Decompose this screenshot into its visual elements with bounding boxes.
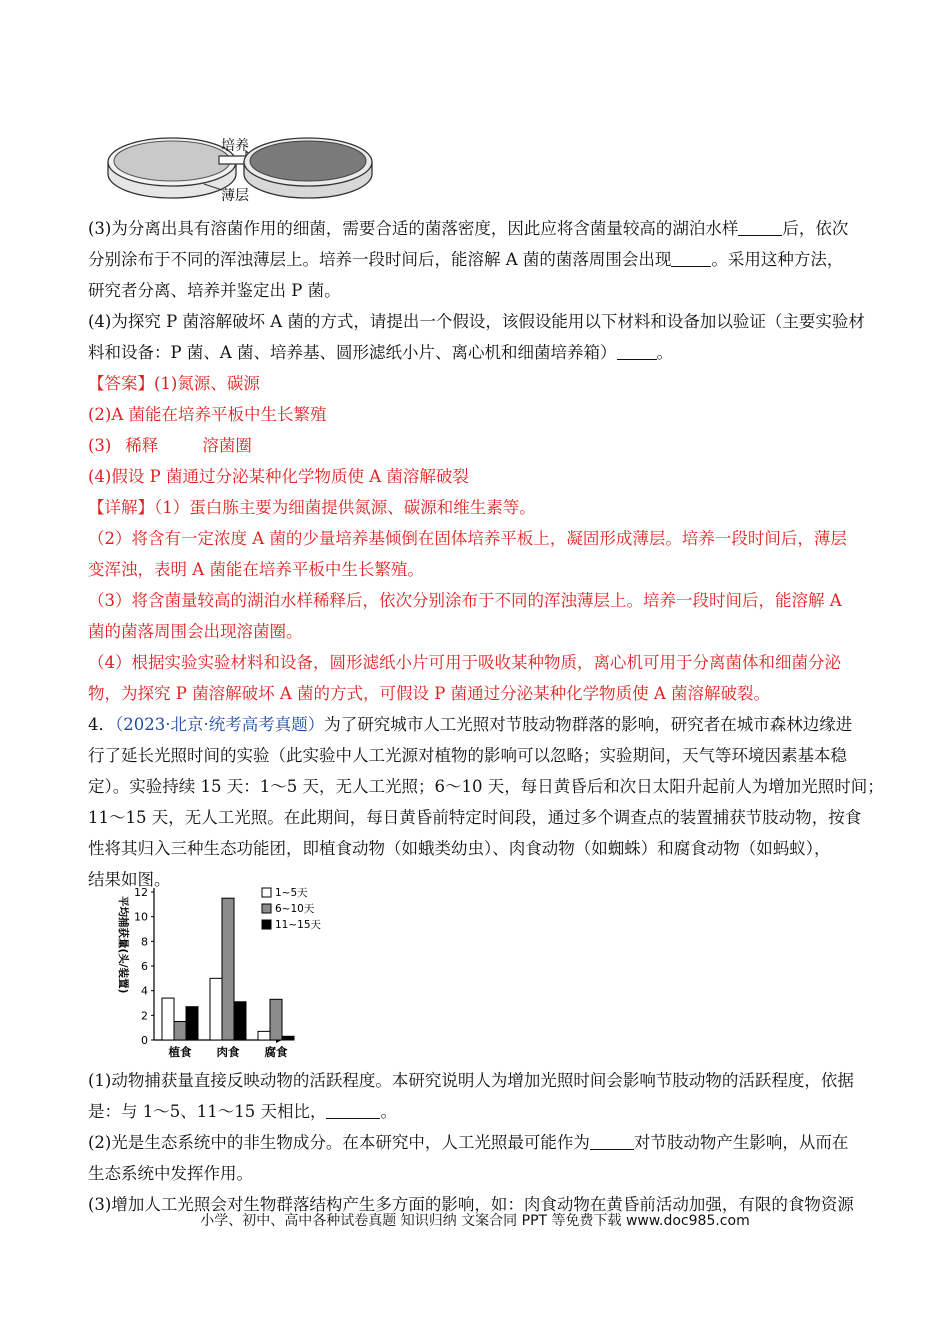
bar-chart xyxy=(104,880,344,1060)
legend-swatch xyxy=(262,888,271,897)
answer-line: (3) 稀释 溶菌圈 xyxy=(88,436,252,455)
answer-blank[interactable] xyxy=(617,341,657,360)
sub-question-line: (1)动物捕获量直接反映动物的活跃程度。本研究说明人为增加光照时间会影响节肢动物的活跃程度，依据 xyxy=(88,1071,854,1090)
problem4-line: 定）。实验持续 15 天：1～5 天，无人工光照；6～10 天，每日黄昏后和次日太阳升起前人为增加光照时间； xyxy=(88,777,884,796)
detail-tag: 【详解】 xyxy=(88,498,154,517)
petri-dish-right xyxy=(244,138,372,198)
problem4-line: 行了延长光照时间的实验（此实验中人工光源对植物的影响可以忽略；实验期间，天气等环境因素基本稳 xyxy=(88,746,847,765)
answer-tag: 【答案】 xyxy=(88,374,154,393)
bar xyxy=(270,999,282,1040)
q4-line: 料和设备：P 菌、A 菌、培养基、圆形滤纸小片、离心机和细菌培养箱） 。 xyxy=(88,343,674,362)
sub-question-line: (3)增加人工光照会对生物群落结构产生多方面的影响，如：肉食动物在黄昏前活动加强，有限的食物资源 xyxy=(88,1195,854,1214)
bar xyxy=(258,1031,270,1040)
bar xyxy=(186,1007,198,1040)
x-tick-label: 植食 xyxy=(168,1045,192,1059)
bar xyxy=(234,1002,246,1040)
y-tick-label: 8 xyxy=(141,935,148,949)
petri-dish-left xyxy=(108,138,236,198)
problem-source: （2023·北京·统考高考真题） xyxy=(115,715,325,734)
sub-question-line: 生态系统中发挥作用。 xyxy=(88,1164,253,1183)
bar xyxy=(222,898,234,1040)
detail-line: （3）将含菌量较高的湖泊水样稀释后，依次分别涂布于不同的浑浊薄层上。培养一段时间后，能溶解 A xyxy=(88,591,842,610)
legend-label: 11~15天 xyxy=(275,919,322,931)
y-axis-label: 平均捕获量(头/装置) xyxy=(117,896,129,994)
legend-label: 1~5天 xyxy=(275,887,308,899)
q3-line: 分别涂布于不同的浑浊薄层上。培养一段时间后，能溶解 A 菌的菌落周围会出现 。采用这种方法， xyxy=(88,250,844,269)
problem4-line: 性将其归入三种生态功能团，即植食动物（如蛾类幼虫）、肉食动物（如蜘蛛）和腐食动物（如蚂蚁）， xyxy=(88,839,831,858)
detail-line: （2）将含有一定浓度 A 菌的少量培养基倾倒在固体培养平板上，凝固形成薄层。培养一段时间后，薄层 xyxy=(88,529,847,548)
y-tick-label: 4 xyxy=(141,984,148,998)
footer-text: 小学、初中、高中各种试卷真题 知识归纳 文案合同 PPT 等免费下载 www.doc985.com xyxy=(200,1213,750,1229)
legend-swatch xyxy=(262,920,271,929)
answer-line: (2)A 菌能在培养平板中生长繁殖 xyxy=(88,405,327,424)
detail-line: 变浑浊，表明 A 菌能在培养平板中生长繁殖。 xyxy=(88,560,424,579)
detail-line: 菌的菌落周围会出现溶菌圈。 xyxy=(88,622,303,641)
answer-blank[interactable] xyxy=(671,248,711,267)
answer-blank[interactable] xyxy=(590,1131,634,1150)
y-tick-label: 0 xyxy=(141,1034,148,1047)
answer-blank[interactable] xyxy=(738,217,782,236)
problem4-line: 结果如图。 xyxy=(88,870,171,889)
q4-line: (4)为探究 P 菌溶解破坏 A 菌的方式，请提出一个假设，该假设能用以下材料和设备加以验证（主要实验材 xyxy=(88,312,865,331)
answer-line: (4)假设 P 菌通过分泌某种化学物质使 A 菌溶解破裂 xyxy=(88,467,469,486)
sub-question-line: 是：与 1～5、11～15 天相比， 。 xyxy=(88,1102,397,1121)
problem4-line: 11～15 天，无人工光照。在此期间，每日黄昏前特定时间段，通过多个调查点的装置捕获节肢动物，按食 xyxy=(88,808,862,827)
y-tick-label: 2 xyxy=(141,1009,148,1023)
y-tick-label: 10 xyxy=(134,910,148,924)
x-tick-label: 肉食 xyxy=(216,1045,240,1059)
legend-label: 6~10天 xyxy=(275,903,315,915)
bar xyxy=(162,998,174,1040)
bar xyxy=(282,1036,294,1040)
bar xyxy=(210,978,222,1040)
sub-question-line: (2)光是生态系统中的非生物成分。在本研究中，人工光照最可能作为 对节肢动物产生影响，从而在 xyxy=(88,1133,849,1152)
question-block-part2 xyxy=(88,1066,878,1221)
problem-number: 4． xyxy=(88,715,115,734)
layer-label: 薄层 xyxy=(221,188,249,204)
q3-line: (3)为分离出具有溶菌作用的细菌，需要合适的菌落密度，因此应将含菌量较高的湖泊水样 后，依次 xyxy=(88,219,849,238)
detail-line: 物，为探究 P 菌溶解破坏 A 菌的方式，可假设 P 菌通过分泌某种化学物质使 A 菌溶解破裂。 xyxy=(88,684,770,703)
q3-line: 研究者分离、培养并鉴定出 P 菌。 xyxy=(88,281,341,300)
legend-swatch xyxy=(262,904,271,913)
petri-dish-figure xyxy=(104,122,376,206)
arrow-label: 培养 xyxy=(221,138,249,154)
bar xyxy=(174,1022,186,1041)
y-tick-label: 6 xyxy=(141,960,148,973)
answer-line: 【答案】(1)氮源、碳源 xyxy=(88,374,260,393)
question-block-part1 xyxy=(88,214,884,896)
x-tick-label: 腐食 xyxy=(264,1045,288,1059)
detail-line: 【详解】（1）蛋白胨主要为细菌提供氮源、碳源和维生素等。 xyxy=(88,498,536,517)
y-tick-label: 12 xyxy=(134,886,148,899)
problem4-line: 4．（2023·北京·统考高考真题）为了研究城市人工光照对节肢动物群落的影响，研究者在城市森林边缘进 xyxy=(88,715,853,734)
answer-blank[interactable] xyxy=(326,1100,380,1119)
detail-line: （4）根据实验实验材料和设备，圆形滤纸小片可用于吸收某种物质，离心机可用于分离菌体和细菌分泌 xyxy=(88,653,841,672)
